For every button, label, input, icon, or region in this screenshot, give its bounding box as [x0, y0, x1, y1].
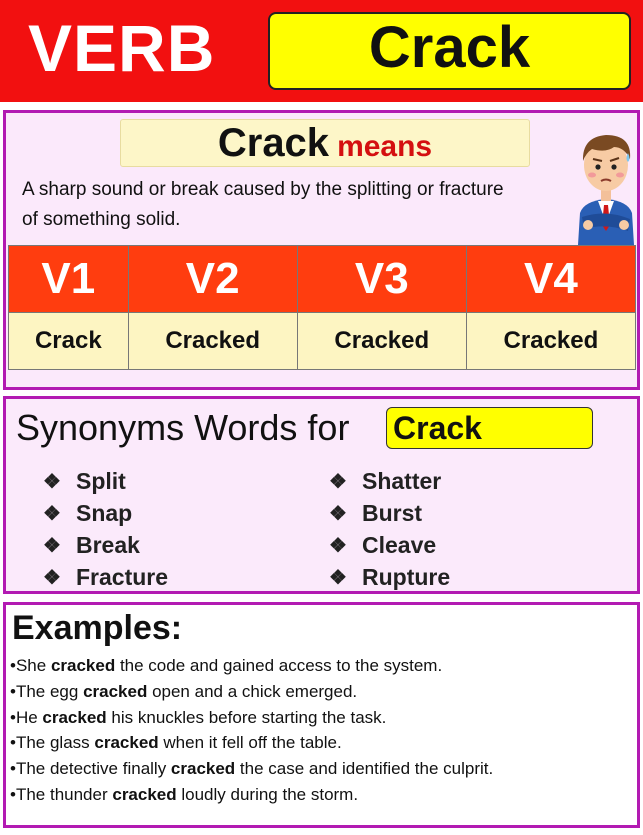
- synonym-text: Cleave: [362, 531, 437, 558]
- example-text: •The egg: [10, 681, 84, 701]
- list-item: [10, 679, 493, 705]
- diamond-bullet-icon: ❖: [43, 534, 61, 557]
- synonym-text: Fracture: [76, 563, 169, 590]
- forms-header-row: [9, 246, 636, 313]
- list-item: [10, 756, 493, 782]
- synonym-text: Rupture: [362, 563, 451, 590]
- header-banner: [0, 0, 643, 102]
- forms-value-row: [9, 313, 636, 370]
- list-item: [42, 529, 168, 561]
- synonyms-section: [3, 396, 640, 594]
- synonyms-title: Synonyms Words for: [16, 407, 350, 448]
- diamond-bullet-icon: ❖: [329, 470, 347, 493]
- thinking-person-icon: [570, 113, 642, 245]
- example-text: •The detective finally: [10, 759, 171, 779]
- list-item: [42, 465, 168, 497]
- form-value-v3: Cracked: [297, 313, 466, 370]
- synonym-text: Split: [76, 467, 126, 494]
- list-item: [42, 561, 168, 593]
- list-item: [328, 465, 450, 497]
- form-value-v4: Cracked: [466, 313, 635, 370]
- form-value-v2: Cracked: [128, 313, 297, 370]
- form-header-v2: V2: [128, 246, 297, 313]
- example-verb: cracked: [42, 707, 107, 727]
- synonyms-word: Crack: [386, 407, 593, 449]
- diamond-bullet-icon: ❖: [43, 502, 61, 525]
- means-label: means: [337, 130, 433, 163]
- example-text: his knuckles before starting the task.: [106, 707, 387, 727]
- example-text: •The thunder: [10, 784, 113, 804]
- synonym-text: Break: [76, 531, 140, 558]
- list-item: [328, 497, 450, 529]
- diamond-bullet-icon: ❖: [43, 566, 61, 589]
- form-header-v1: V1: [9, 246, 129, 313]
- example-text: •He: [10, 707, 43, 727]
- list-item: [328, 529, 450, 561]
- example-verb: cracked: [83, 681, 148, 701]
- example-verb: cracked: [112, 784, 177, 804]
- diamond-bullet-icon: ❖: [329, 502, 347, 525]
- example-verb: cracked: [50, 656, 116, 675]
- verb-label: VERB: [28, 11, 216, 85]
- means-heading: [120, 119, 530, 167]
- example-text: loudly during the storm.: [176, 784, 359, 804]
- form-value-v1: Crack: [9, 313, 129, 370]
- synonyms-list-left: [42, 465, 168, 593]
- verb-forms-table: [8, 245, 636, 370]
- synonym-text: Shatter: [362, 467, 442, 494]
- form-header-v4: V4: [466, 246, 635, 313]
- list-item: [328, 561, 450, 593]
- diamond-bullet-icon: ❖: [43, 470, 61, 493]
- list-item: [10, 705, 493, 731]
- examples-list: [10, 653, 493, 808]
- list-item: [42, 497, 168, 529]
- example-text: when it fell off the table.: [158, 733, 342, 753]
- list-item: [10, 653, 493, 679]
- list-item: [10, 730, 493, 756]
- synonym-text: Burst: [362, 499, 423, 526]
- meaning-section: [3, 110, 640, 390]
- example-text: the case and identified the culprit.: [235, 759, 494, 779]
- diamond-bullet-icon: ❖: [329, 534, 347, 557]
- form-header-v3: V3: [297, 246, 466, 313]
- example-verb: cracked: [170, 759, 236, 779]
- synonyms-list-right: [328, 465, 450, 593]
- examples-title: Examples:: [12, 609, 183, 647]
- examples-section: [3, 602, 640, 828]
- header-word-box: [268, 12, 631, 90]
- synonym-text: Snap: [76, 499, 133, 526]
- example-text: •The glass: [10, 733, 95, 753]
- example-text: the code and gained access to the system.: [115, 656, 443, 675]
- diamond-bullet-icon: ❖: [329, 566, 347, 589]
- list-item: [10, 782, 493, 808]
- example-verb: cracked: [94, 733, 159, 753]
- example-text: open and a chick emerged.: [147, 681, 358, 701]
- example-text: •She: [10, 656, 51, 675]
- means-word: Crack: [217, 121, 330, 165]
- header-word: Crack: [368, 15, 531, 80]
- definition-text: A sharp sound or break caused by the splitting or fracture of something solid.: [22, 179, 504, 230]
